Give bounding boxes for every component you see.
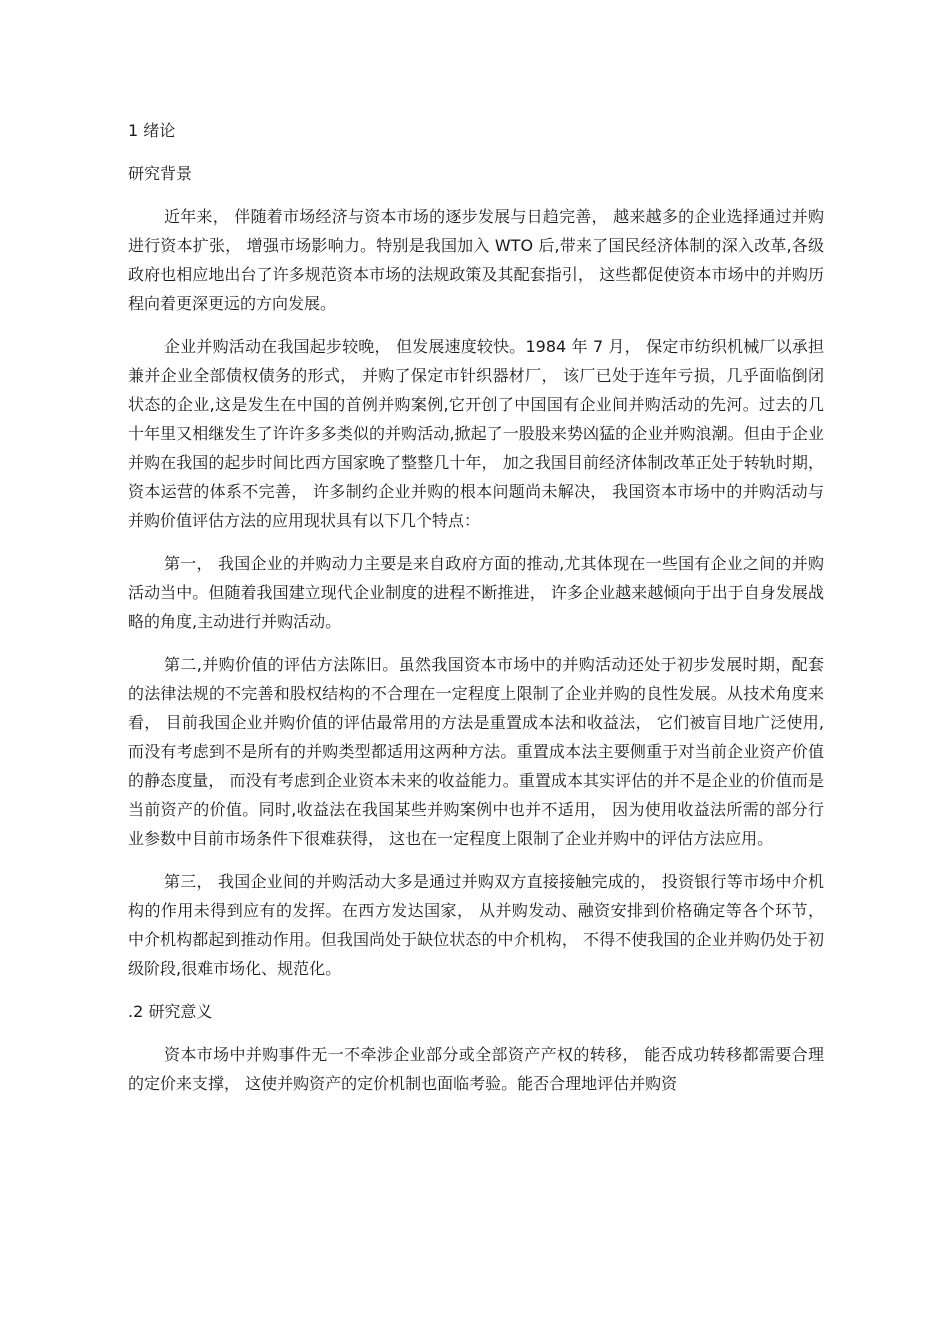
paragraph-point-three: 第三， 我国企业间的并购活动大多是通过并购双方直接接触完成的， 投资银行等市场中介机构的作用未得到应有的发挥。在西方发达国家， 从并购发动、融资安排到价格确定等各个环节， 中介机构都起到推动作用。但我国尚处于缺位状态的中介机构， 不得不使我国的企业并购仍处于初级阶段,很难市场化、规范化。 bbox=[128, 872, 824, 978]
paragraph-significance: 资本市场中并购事件无一不牵涉企业部分或全部资产产权的转移， 能否成功转移都需要合理的定价来支撑， 这使并购资产的定价机制也面临考验。能否合理地评估并购资 bbox=[128, 1045, 824, 1093]
paragraph-intro: 近年来， 伴随着市场经济与资本市场的逐步发展与日趋完善， 越来越多的企业选择通过并购进行资本扩张， 增强市场影响力。特别是我国加入 WTO 后,带来了国民经济体制的深入改革,各级政府也相应地出台了许多规范资本市场的法规政策及其配套指引， 这些都促使资本市场中的并购历程向着更深更远的方向发展。 bbox=[128, 207, 824, 313]
document-page bbox=[128, 116, 824, 1112]
paragraph-point-two: 第二,并购价值的评估方法陈旧。虽然我国资本市场中的并购活动还处于初步发展时期，配套的法律法规的不完善和股权结构的不合理在一定程度上限制了企业并购的良性发展。从技术角度来看， 目前我国企业并购价值的评估最常用的方法是重置成本法和收益法， 它们被盲目地广泛使用,而没有考虑到不是所有的并购类型都适用这两种方法。重置成本法主要侧重于对当前企业资产价值的静态度量， 而没有考虑到企业资本未来的收益能力。重置成本其实评估的并不是企业的价值而是当前资产的价值。同时,收益法在我国某些并购案例中也并不适用， 因为使用收益法所需的部分行业参数中目前市场条件下很难获得， 这也在一定程度上限制了企业并购中的评估方法应用。 bbox=[128, 655, 824, 848]
paragraph-point-one: 第一， 我国企业的并购动力主要是来自政府方面的推动,尤其体现在一些国有企业之间的并购活动当中。但随着我国建立现代企业制度的进程不断推进， 许多企业越来越倾向于出于自身发展战略的角度,主动进行并购活动。 bbox=[128, 554, 824, 631]
section-heading-background: 研究背景 bbox=[128, 164, 193, 183]
chapter-heading: 1 绪论 bbox=[128, 121, 176, 140]
section-heading-significance: .2 研究意义 bbox=[128, 1002, 213, 1021]
paragraph-history: 企业并购活动在我国起步较晚， 但发展速度较快。1984 年 7 月， 保定市纺织机械厂以承担兼并企业全部债权债务的形式， 并购了保定市针织器材厂， 该厂已处于连年亏损，几乎面临倒闭状态的企业,这是发生在中国的首例并购案例,它开创了中国国有企业间并购活动的先河。过去的几十年里又相继发生了许许多多类似的并购活动,掀起了一股股来势凶猛的企业并购浪潮。但由于企业并购在我国的起步时间比西方国家晚了整整几十年， 加之我国目前经济体制改革正处于转轨时期， 资本运营的体系不完善， 许多制约企业并购的根本问题尚未解决， 我国资本市场中的并购活动与并购价值评估方法的应用现状具有以下几个特点： bbox=[128, 337, 824, 530]
